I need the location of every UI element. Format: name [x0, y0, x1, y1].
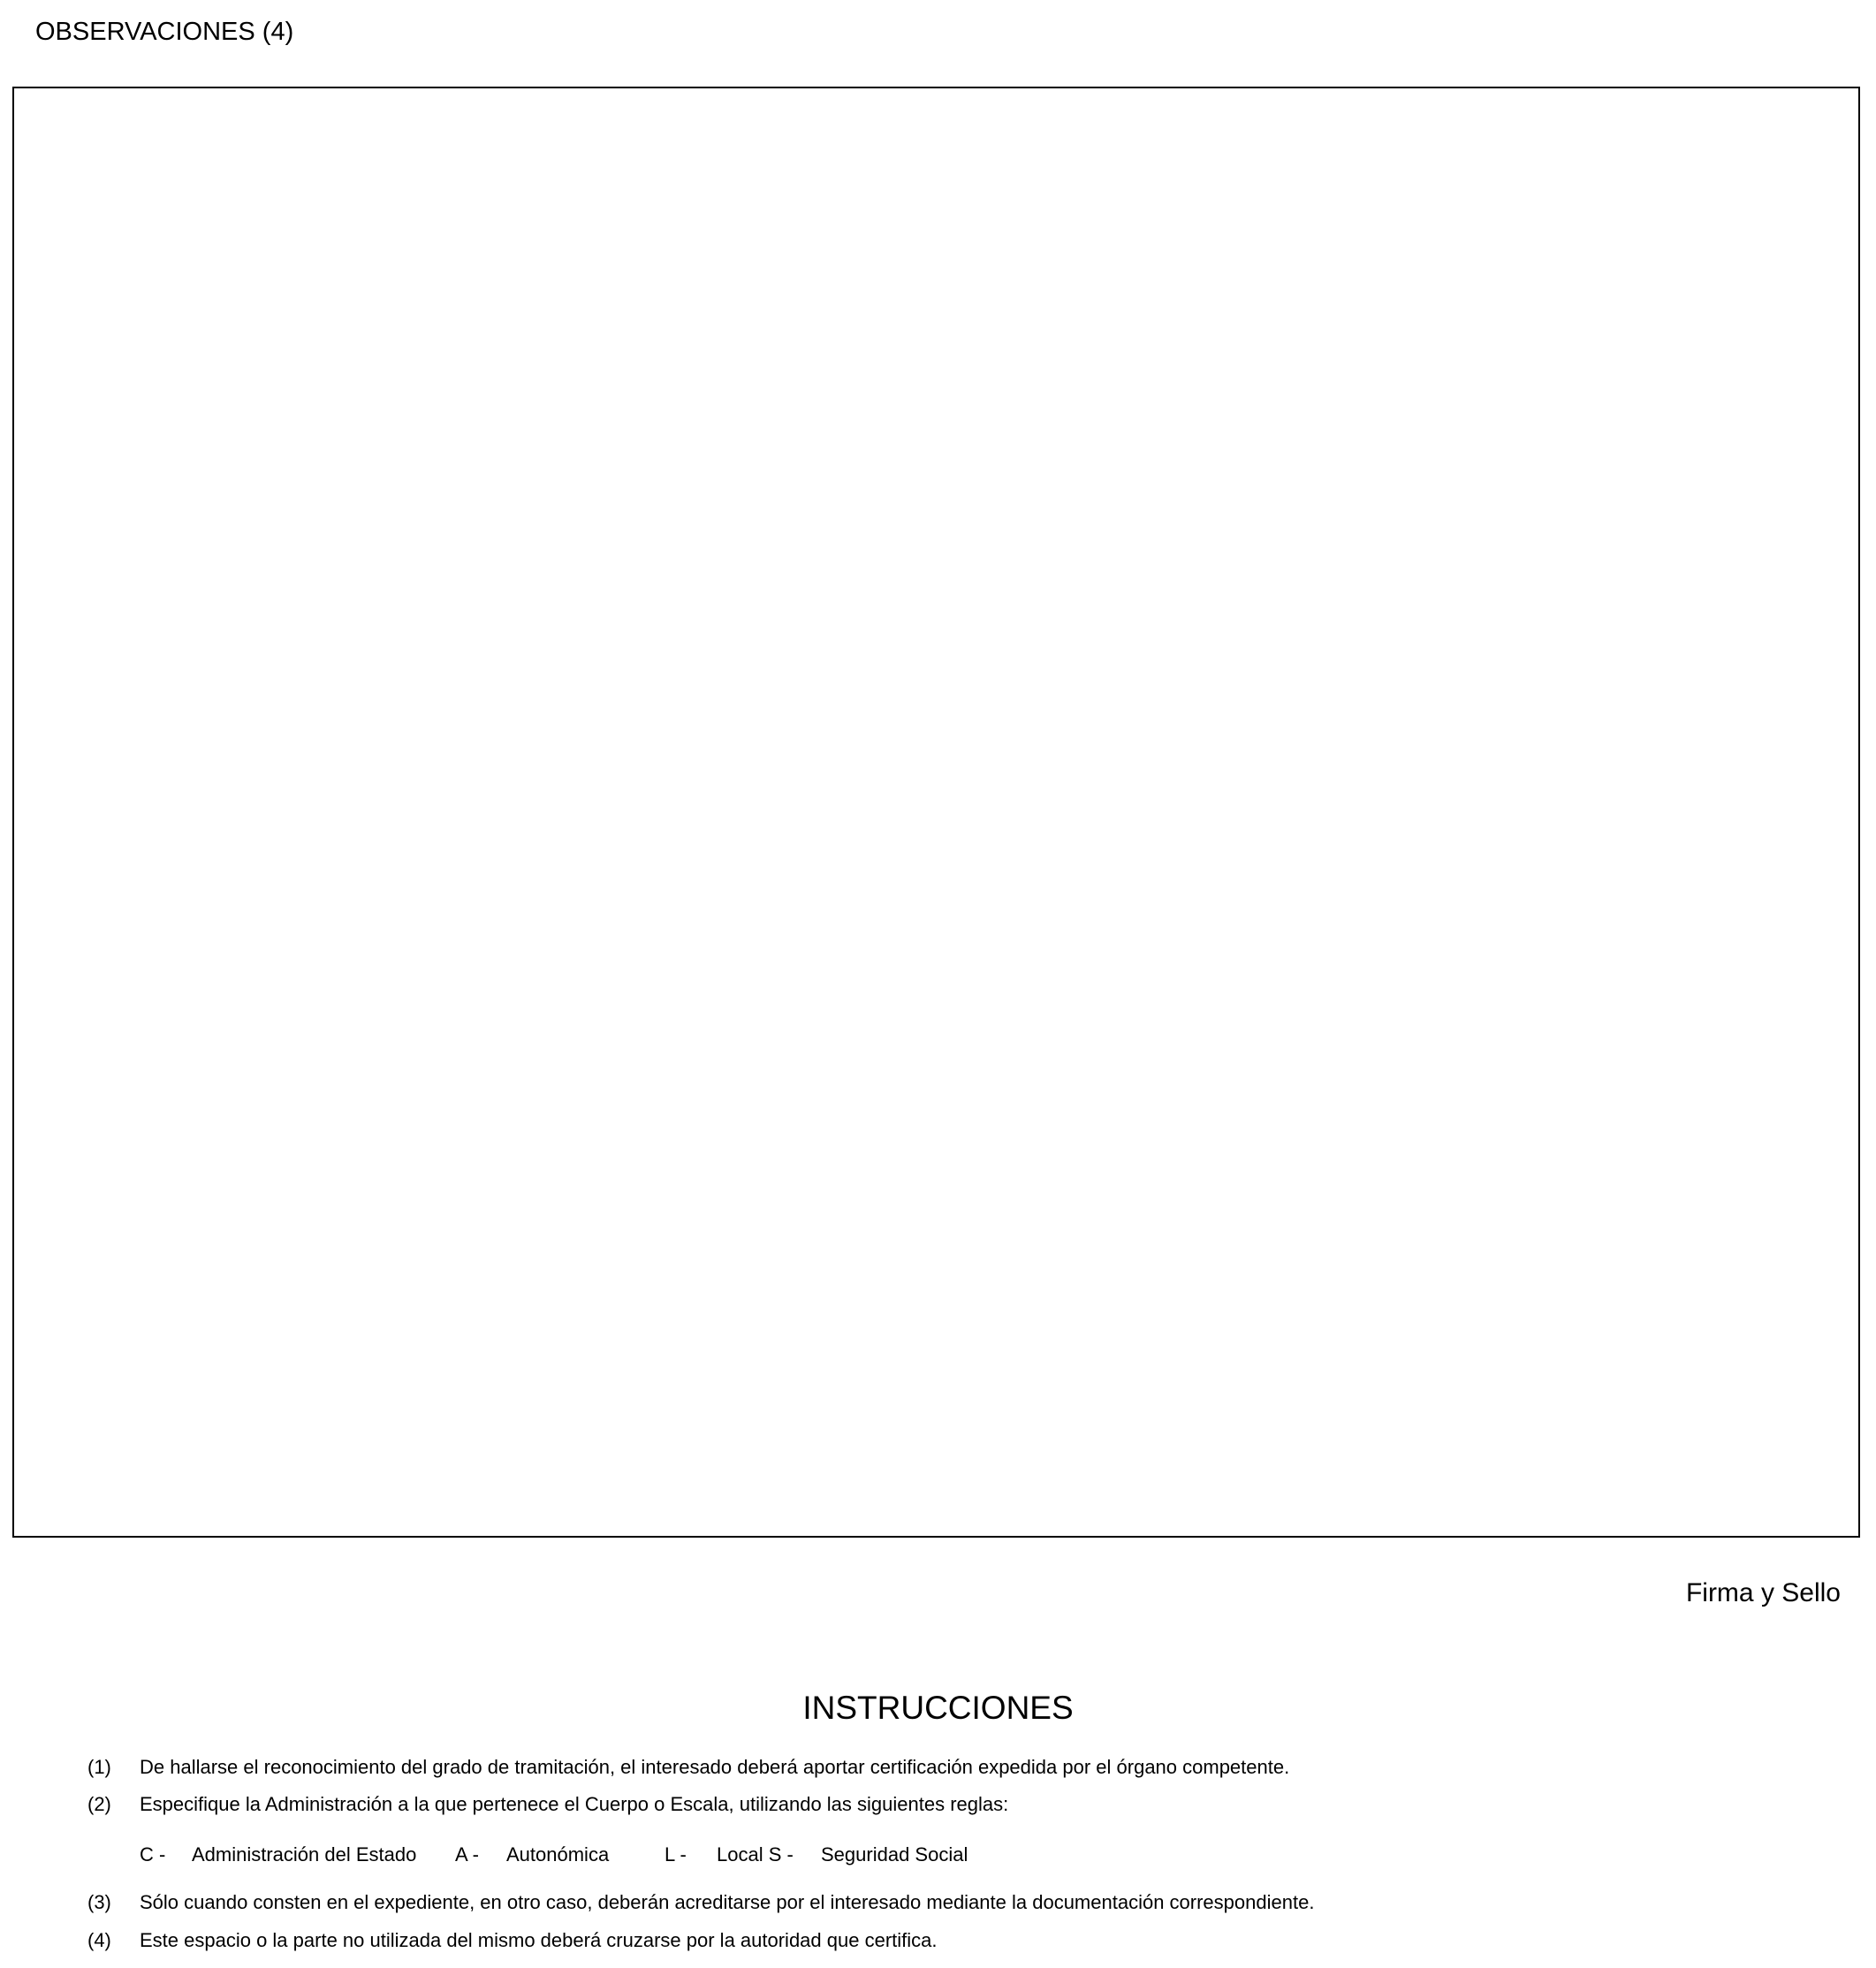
- instrucciones-title: INSTRUCCIONES: [802, 1690, 1074, 1726]
- observaciones-title: OBSERVACIONES (4): [35, 18, 294, 46]
- rule-label: Local S -: [717, 1843, 794, 1865]
- rule-code: C -: [140, 1843, 166, 1865]
- rule-label: Autonómica: [506, 1843, 610, 1865]
- instruction-number: (3): [87, 1891, 111, 1913]
- rule-label: Administración del Estado: [192, 1843, 417, 1865]
- rule-label: Seguridad Social: [821, 1843, 968, 1865]
- observaciones-box[interactable]: [12, 87, 1860, 1538]
- instruction-text: Sólo cuando consten en el expediente, en otro caso, deberán acreditarse por el interesado mediante la documentación correspondiente.: [140, 1891, 1315, 1913]
- rule-code: A -: [455, 1843, 479, 1865]
- instruction-number: (1): [87, 1756, 111, 1778]
- instruction-text: De hallarse el reconocimiento del grado de tramitación, el interesado deberá aportar certificación expedida por el órgano competente.: [140, 1756, 1290, 1778]
- rule-code: L -: [665, 1843, 687, 1865]
- firma-sello-label: Firma y Sello: [1685, 1578, 1841, 1607]
- instruction-number: (2): [87, 1793, 111, 1815]
- instruction-text: Especifique la Administración a la que pertenece el Cuerpo o Escala, utilizando las siguientes reglas:: [140, 1793, 1009, 1815]
- instruction-number: (4): [87, 1929, 111, 1951]
- instruction-text: Este espacio o la parte no utilizada del mismo deberá cruzarse por la autoridad que certifica.: [140, 1929, 938, 1951]
